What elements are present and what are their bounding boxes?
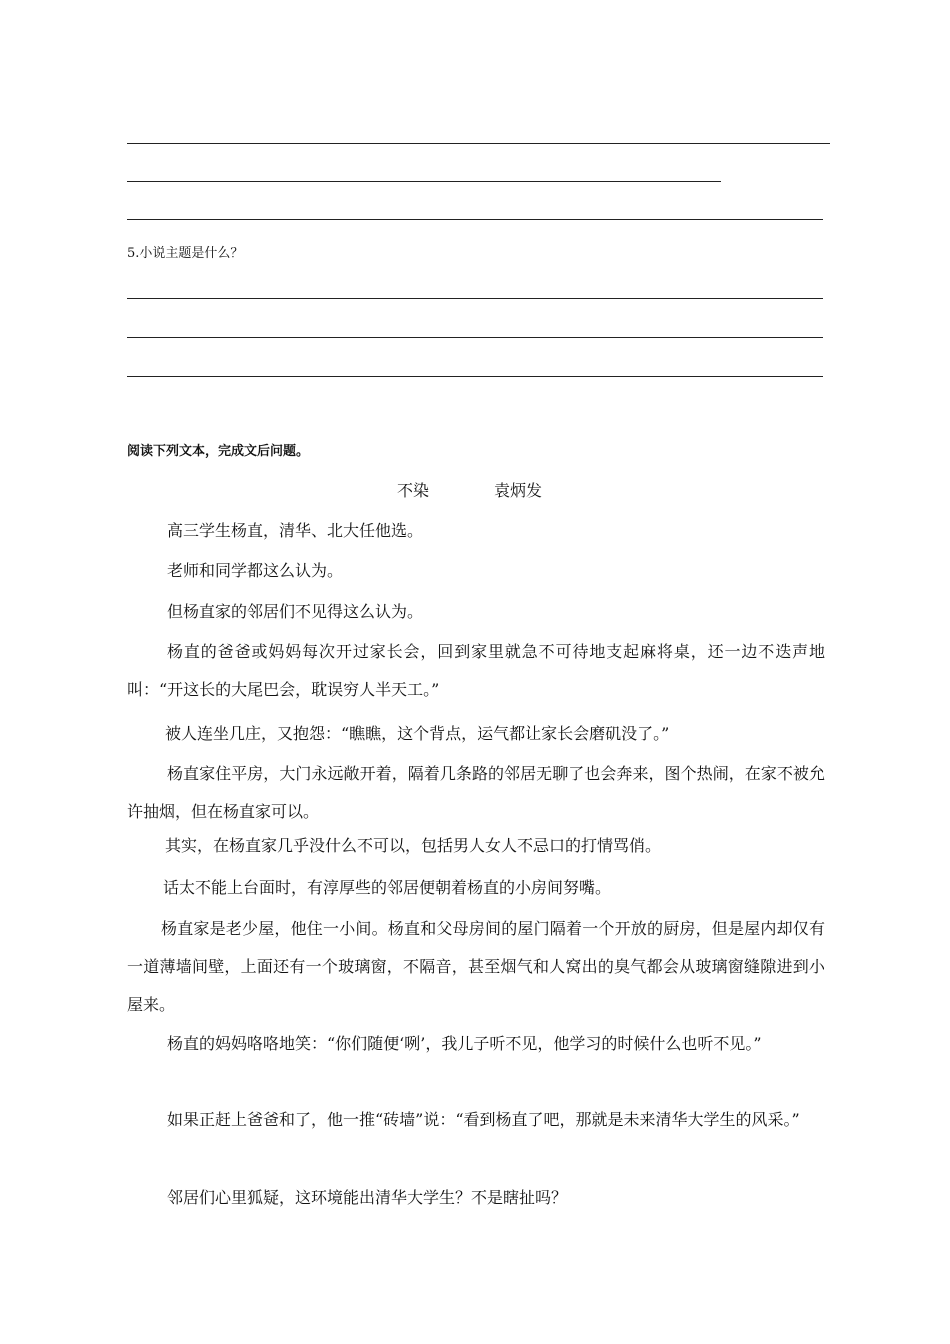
answer-line — [127, 337, 823, 338]
paragraph: 如果正赶上爸爸和了，他一推“砖墙”说：“看到杨直了吧，那就是未来清华大学生的风采。” — [167, 1110, 800, 1129]
paragraph: 被人连坐几庄，又抱怨：“瞧瞧，这个背点，运气都让家长会磨矶没了。” — [165, 724, 670, 743]
reading-instruction: 阅读下列文本，完成文后问题。 — [127, 444, 310, 459]
answer-line — [127, 143, 830, 144]
paragraph: 话太不能上台面时，有淳厚些的邻居便朝着杨直的小房间努嘴。 — [163, 878, 612, 897]
paragraph: 但杨直家的邻居们不见得这么认为。 — [167, 602, 424, 621]
paragraph: 邻居们心里狐疑，这环境能出清华大学生？不是瞎扯吗？ — [167, 1188, 568, 1207]
question-5: 5.小说主题是什么？ — [127, 246, 244, 261]
story-title: 不染 — [397, 481, 430, 500]
answer-line — [127, 181, 721, 182]
answer-line — [127, 376, 823, 377]
answer-line — [127, 298, 823, 299]
answer-line — [127, 219, 823, 220]
paragraph: 杨直的爸爸或妈妈每次开过家长会，回到家里就急不可待地支起麻将桌，还一边不迭声地叫：“开这长的大尾巴会，耽误穷人半天工。” — [127, 642, 825, 699]
paragraph: 老师和同学都这么认为。 — [167, 561, 344, 580]
paragraph: 杨直家是老少屋，他住一小间。杨直和父母房间的屋门隔着一个开放的厨房，但是屋内却仅有一道薄墙间壁，上面还有一个玻璃窗，不隔音，甚至烟气和人窝出的臭气都会从玻璃窗缝隙进到小屋来。 — [127, 919, 825, 1014]
paragraph: 杨直家住平房，大门永远敞开着，隔着几条路的邻居无聊了也会奔来，图个热闹，在家不被允许抽烟，但在杨直家可以。 — [127, 764, 825, 821]
paragraph: 杨直的妈妈咯咯地笑：“你们随便‘咧’，我儿子听不见，他学习的时候什么也听不见。” — [167, 1034, 762, 1053]
story-author: 袁炳发 — [494, 481, 543, 500]
paragraph: 高三学生杨直，清华、北大任他选。 — [167, 521, 424, 540]
paragraph: 其实，在杨直家几乎没什么不可以，包括男人女人不忌口的打情骂俏。 — [165, 836, 662, 855]
